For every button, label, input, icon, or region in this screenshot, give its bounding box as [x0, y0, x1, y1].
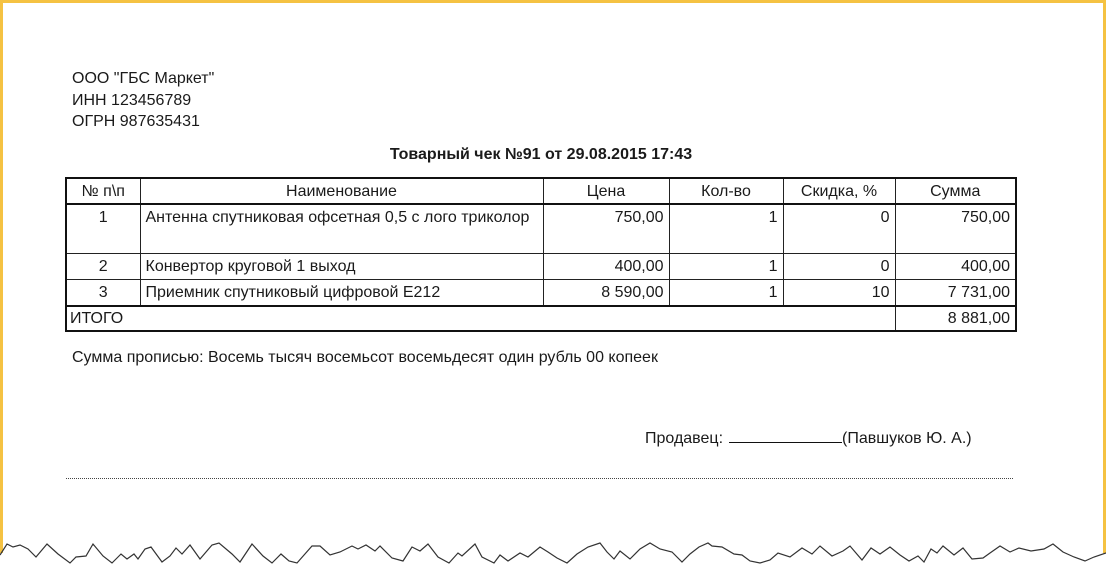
cell-sum: 7 731,00	[895, 280, 1016, 307]
cell-num: 1	[66, 204, 140, 254]
table-row	[66, 254, 1016, 280]
receipt-title: Товарный чек №91 от 29.08.2015 17:43	[389, 146, 693, 163]
signature-line	[729, 428, 842, 443]
header-price: Цена	[543, 178, 669, 204]
header-qty: Кол-во	[669, 178, 783, 204]
frame-border-top	[0, 0, 1106, 3]
table-row	[66, 204, 1016, 254]
header-sum: Сумма	[895, 178, 1016, 204]
cell-price: 750,00	[543, 204, 669, 254]
seller-name: (Павшуков Ю. А.)	[842, 430, 972, 447]
cell-num: 2	[66, 254, 140, 280]
dotted-separator	[66, 478, 1013, 479]
cell-name: Конвертор круговой 1 выход	[140, 254, 543, 280]
cell-price: 8 590,00	[543, 280, 669, 307]
frame-border-left	[0, 0, 3, 553]
items-table	[65, 177, 1017, 332]
total-row	[66, 306, 1016, 331]
table-row	[66, 280, 1016, 307]
cell-qty: 1	[669, 254, 783, 280]
organization-name: ООО "ГБС Маркет"	[72, 70, 215, 87]
header-num: № п\п	[66, 178, 140, 204]
table-header-row	[66, 178, 1016, 204]
torn-paper-edge	[0, 538, 1106, 566]
cell-discount: 0	[783, 204, 895, 254]
seller-signature	[645, 428, 972, 448]
cell-num: 3	[66, 280, 140, 307]
cell-qty: 1	[669, 280, 783, 307]
cell-qty: 1	[669, 204, 783, 254]
cell-sum: 400,00	[895, 254, 1016, 280]
organization-ogrn: ОГРН 987635431	[72, 113, 200, 130]
cell-discount: 0	[783, 254, 895, 280]
seller-label: Продавец:	[645, 430, 724, 447]
cell-name: Приемник спутниковый цифровой Е212	[140, 280, 543, 307]
organization-inn: ИНН 123456789	[72, 91, 192, 109]
organization-block	[72, 68, 214, 133]
cell-name: Антенна спутниковая офсетная 0,5 с лого триколор	[140, 204, 543, 254]
cell-discount: 10	[783, 280, 895, 307]
total-label: ИТОГО	[66, 306, 895, 331]
header-name: Наименование	[140, 178, 543, 204]
total-value: 8 881,00	[895, 306, 1016, 331]
cell-price: 400,00	[543, 254, 669, 280]
amount-in-words: Сумма прописью: Восемь тысяч восемьсот восемьдесят один рубль 00 копеек	[72, 349, 658, 366]
cell-sum: 750,00	[895, 204, 1016, 254]
header-discount: Скидка, %	[783, 178, 895, 204]
